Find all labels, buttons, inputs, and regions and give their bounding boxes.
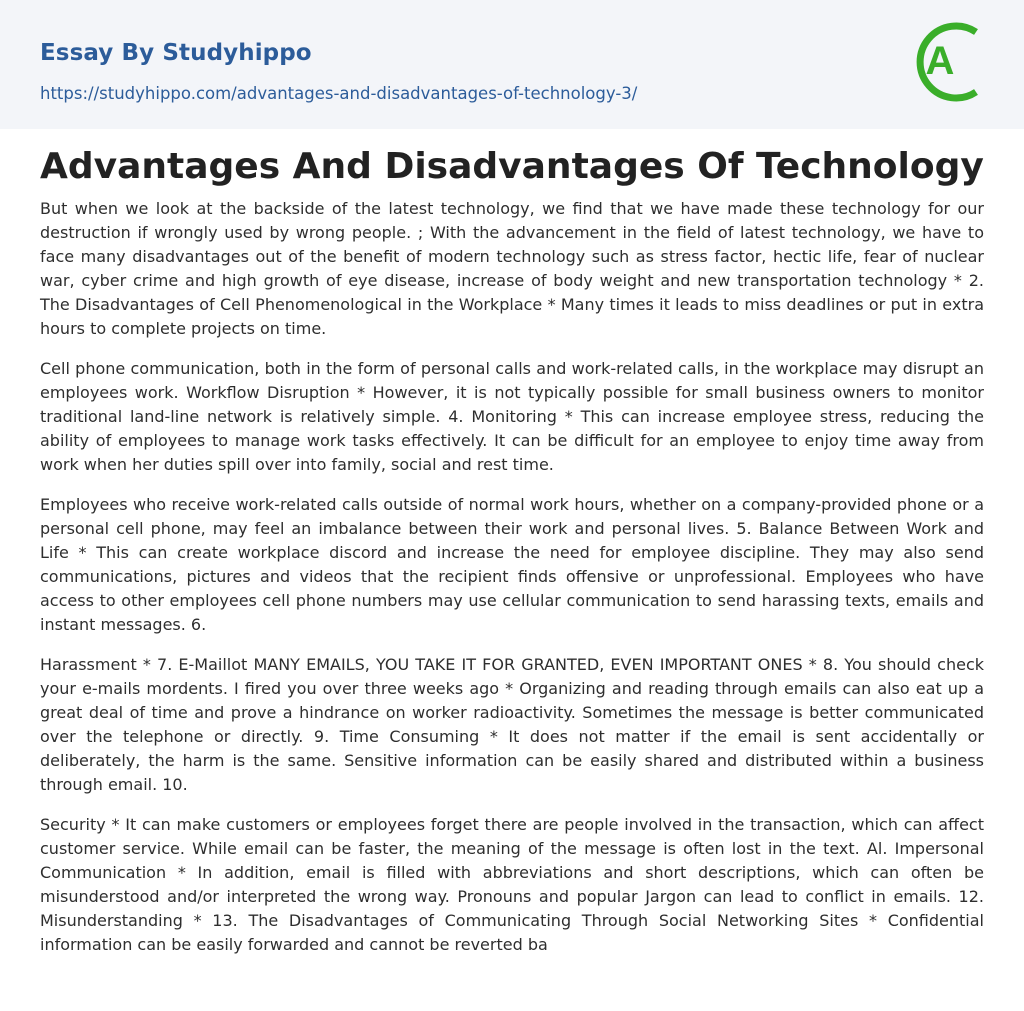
source-url-link[interactable]: https://studyhippo.com/advantages-and-disadvantages-of-technology-3/	[40, 84, 638, 103]
page-title: Advantages And Disadvantages Of Technology	[40, 146, 984, 187]
logo-letter: A	[925, 39, 955, 83]
brand-title[interactable]: Essay By Studyhippo	[40, 40, 312, 66]
article-paragraph-2: Cell phone communication, both in the form of personal calls and work-related calls, in the workplace may disrupt an employees work. Workflow Disruption * However, it is not typically possible for small business owners to monitor traditional land-line network is relatively simple. 4. Monitoring * This can increase employee stress, reducing the ability of employees to manage work tasks effectively. It can be difficult for an employee to enjoy time away from work when her duties spill over into family, social and rest time.	[40, 359, 984, 474]
studyhippo-logo-icon[interactable]	[910, 18, 988, 106]
article-paragraph-3: Employees who receive work-related calls outside of normal work hours, whether on a company-provided phone or a personal cell phone, may feel an imbalance between their work and personal lives. 5. Balance Between Work and Life * This can create workplace discord and increase the need for employee discipline. They may also send communications, pictures and videos that the recipient finds offensive or unprofessional. Employees who have access to other employees cell phone numbers may use cellular communication to send harassing texts, emails and instant messages. 6.	[40, 495, 984, 634]
article-paragraph-1: But when we look at the backside of the latest technology, we find that we have made these technology for our destruction if wrongly used by wrong people. ; With the advancement in the field of latest technology, we have to face many disadvantages out of the benefit of modern technology such as stress factor, hectic life, fear of nuclear war, cyber crime and high growth of eye disease, increase of body weight and new transportation technology * 2. The Disadvantages of Cell Phenomenological in the Workplace * Many times it leads to miss deadlines or put in extra hours to complete projects on time.	[40, 199, 984, 338]
article	[0, 143, 1024, 957]
article-paragraph-4: Harassment * 7. E-Maillot MANY EMAILS, YOU TAKE IT FOR GRANTED, EVEN IMPORTANT ONES * 8. You should check your e-mails mordents. I fired you over three weeks ago * Organizing and reading through emails can also eat up a great deal of time and prove a hindrance on worker radioactivity. Sometimes the message is better communicated over the telephone or directly. 9. Time Consuming * It does not matter if the email is sent accidentally or deliberately, the harm is the same. Sensitive information can be easily shared and distributed within a business through email. 10.	[40, 655, 984, 794]
article-paragraph-5: Security * It can make customers or employees forget there are people involved in the transaction, which can affect customer service. While email can be faster, the meaning of the message is often lost in the text. Al. Impersonal Communication * In addition, email is filled with abbreviations and short descriptions, which can often be misunderstood and/or interpreted the wrong way. Pronouns and popular Jargon can lead to conflict in emails. 12. Misunderstanding * 13. The Disadvantages of Communicating Through Social Networking Sites * Confidential information can be easily forwarded and cannot be reverted ba	[40, 815, 984, 954]
page-header	[0, 0, 1024, 129]
